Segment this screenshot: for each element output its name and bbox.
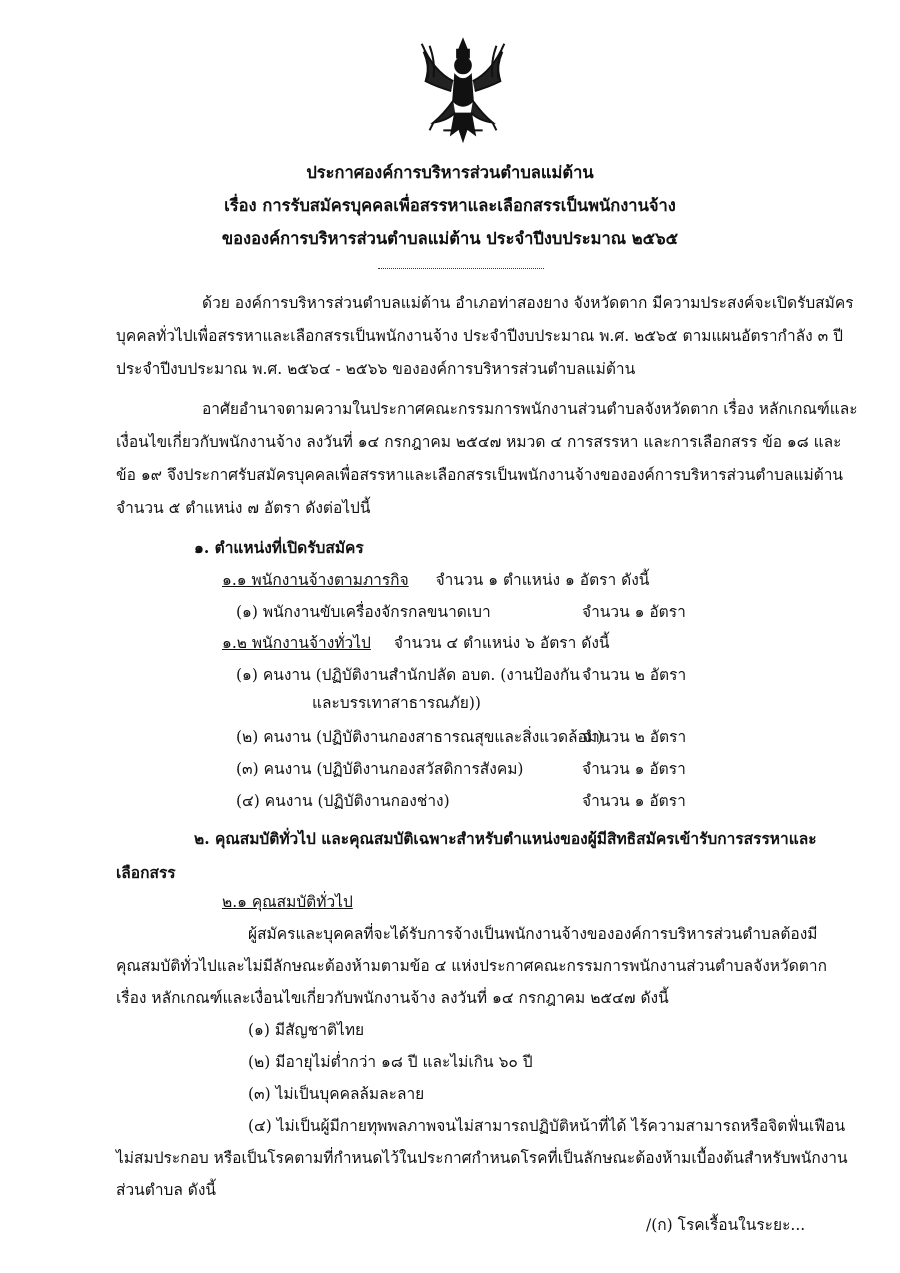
section2-sub1: ๒.๑ คุณสมบัติทั่วไป — [222, 893, 353, 911]
qualification-3: (๓) ไม่เป็นบุคคลล้มละลาย — [248, 1085, 425, 1103]
section1-heading: ๑. ตำแหน่งที่เปิดรับสมัคร — [194, 538, 364, 557]
intro-p1-line-2: บุคคลทั่วไปเพื่อสรรหาและเลือกสรรเป็นพนักงานจ้าง ประจำปีงบประมาณ พ.ศ. ๒๕๖๕ ตามแผนอัตรากำลัง ๓ ปี — [116, 327, 844, 345]
section1-sub2-rest: จำนวน ๔ ตำแหน่ง ๖ อัตรา ดังนี้ — [393, 634, 610, 652]
qualification-4-line-2: ไม่สมประกอบ หรือเป็นโรคตามที่กำหนดไว้ในประกาศกำหนดโรคที่เป็นลักษณะต้องห้ามเบื้องต้นสำหรับพนักงาน — [116, 1149, 848, 1167]
position-item-3-name: (๒) คนงาน (ปฏิบัติงานกองสาธารณสุขและสิ่งแวดล้อม) — [236, 728, 604, 746]
position-item-2-name-line-1: (๑) คนงาน (ปฏิบัติงานสำนักปลัด อบต. (งานป้องกัน — [236, 666, 580, 684]
section2-heading-line-2: เลือกสรร — [116, 863, 176, 882]
position-item-4-name: (๓) คนงาน (ปฏิบัติงานกองสวัสดิการสังคม) — [236, 760, 524, 778]
intro-p2-line-4: จำนวน ๕ ตำแหน่ง ๗ อัตรา ดังต่อไปนี้ — [116, 499, 371, 517]
section1-sub2-label: ๑.๒ พนักงานจ้างทั่วไป — [222, 634, 371, 652]
section2-heading-line-1: ๒. คุณสมบัติทั่วไป และคุณสมบัติเฉพาะสำหรับตำแหน่งของผู้มีสิทธิสมัครเข้ารับการสรรหาและ — [194, 829, 817, 848]
qualification-2: (๒) มีอายุไม่ต่ำกว่า ๑๘ ปี และไม่เกิน ๖๐ ปี — [248, 1053, 533, 1071]
title-line-3: ขององค์การบริหารส่วนตำบลแม่ต้าน ประจำปีงบประมาณ ๒๕๖๕ — [221, 229, 679, 248]
section1-sub1-label: ๑.๑ พนักงานจ้างตามภารกิจ — [222, 571, 409, 589]
section2-para-line-3: เรื่อง หลักเกณฑ์และเงื่อนไขเกี่ยวกับพนักงานจ้าง ลงวันที่ ๑๔ กรกฎาคม ๒๕๔๗ ดังนี้ — [116, 989, 669, 1007]
position-item-5-name: (๔) คนงาน (ปฏิบัติงานกองช่าง) — [236, 792, 450, 810]
intro-p2-line-2: เงื่อนไขเกี่ยวกับพนักงานจ้าง ลงวันที่ ๑๔ กรกฎาคม ๒๕๔๗ หมวด ๔ การสรรหา และการเลือกสรร ข้อ ๑๘ และ — [116, 433, 842, 451]
title-line-1: ประกาศองค์การบริหารส่วนตำบลแม่ต้าน — [306, 163, 594, 182]
position-item-5-count: จำนวน ๑ อัตรา — [582, 792, 686, 810]
position-item-1-count: จำนวน ๑ อัตรา — [582, 603, 686, 621]
section1-sub1 — [222, 567, 649, 592]
page-continuation: /(ก) โรคเรื้อนในระยะ... — [646, 1216, 806, 1234]
intro-p1-line-3: ประจำปีงบประมาณ พ.ศ. ๒๕๖๔ - ๒๕๖๖ ขององค์การบริหารส่วนตำบลแม่ต้าน — [116, 360, 636, 378]
position-item-1-name: (๑) พนักงานขับเครื่องจักรกลขนาดเบา — [236, 603, 491, 621]
title-line-2: เรื่อง การรับสมัครบุคคลเพื่อสรรหาและเลือกสรรเป็นพนักงานจ้าง — [224, 196, 676, 215]
qualification-4-line-3: ส่วนตำบล ดังนี้ — [116, 1181, 217, 1199]
intro-p2-line-3: ข้อ ๑๙ จึงประกาศรับสมัครบุคคลเพื่อสรรหาและเลือกสรรเป็นพนักงานจ้างขององค์การบริหารส่วนตำบลแม่ต้าน — [116, 466, 844, 484]
position-item-2-name-line-2: และบรรเทาสาธารณภัย)) — [312, 694, 481, 712]
qualification-4-line-1: (๔) ไม่เป็นผู้มีกายทุพพลภาพจนไม่สามารถปฏิบัติหน้าที่ได้ ไร้ความสามารถหรือจิตฟั่นเฟือน — [248, 1117, 846, 1135]
position-item-2-count: จำนวน ๒ อัตรา — [582, 666, 687, 684]
qualification-1: (๑) มีสัญชาติไทย — [248, 1021, 365, 1039]
garuda-emblem-icon — [404, 32, 522, 150]
intro-p1-line-1: ด้วย องค์การบริหารส่วนตำบลแม่ต้าน อำเภอท่าสองยาง จังหวัดตาก มีความประสงค์จะเปิดรับสมัคร — [202, 294, 854, 312]
section1-sub1-rest: จำนวน ๑ ตำแหน่ง ๑ อัตรา ดังนี้ — [435, 571, 650, 589]
section1-sub2 — [222, 630, 610, 655]
position-item-3-count: จำนวน ๒ อัตรา — [582, 728, 687, 746]
intro-p2-line-1: อาศัยอำนาจตามความในประกาศคณะกรรมการพนักงานส่วนตำบลจังหวัดตาก เรื่อง หลักเกณฑ์และ — [202, 400, 858, 418]
section2-para-line-1: ผู้สมัครและบุคคลที่จะได้รับการจ้างเป็นพนักงานจ้างขององค์การบริหารส่วนตำบลต้องมี — [248, 925, 818, 943]
section2-para-line-2: คุณสมบัติทั่วไปและไม่มีลักษณะต้องห้ามตามข้อ ๔ แห่งประกาศคณะกรรมการพนักงานส่วนตำบลจังหวัดตาก — [116, 957, 827, 975]
position-item-4-count: จำนวน ๑ อัตรา — [582, 760, 686, 778]
title-divider — [378, 268, 544, 269]
